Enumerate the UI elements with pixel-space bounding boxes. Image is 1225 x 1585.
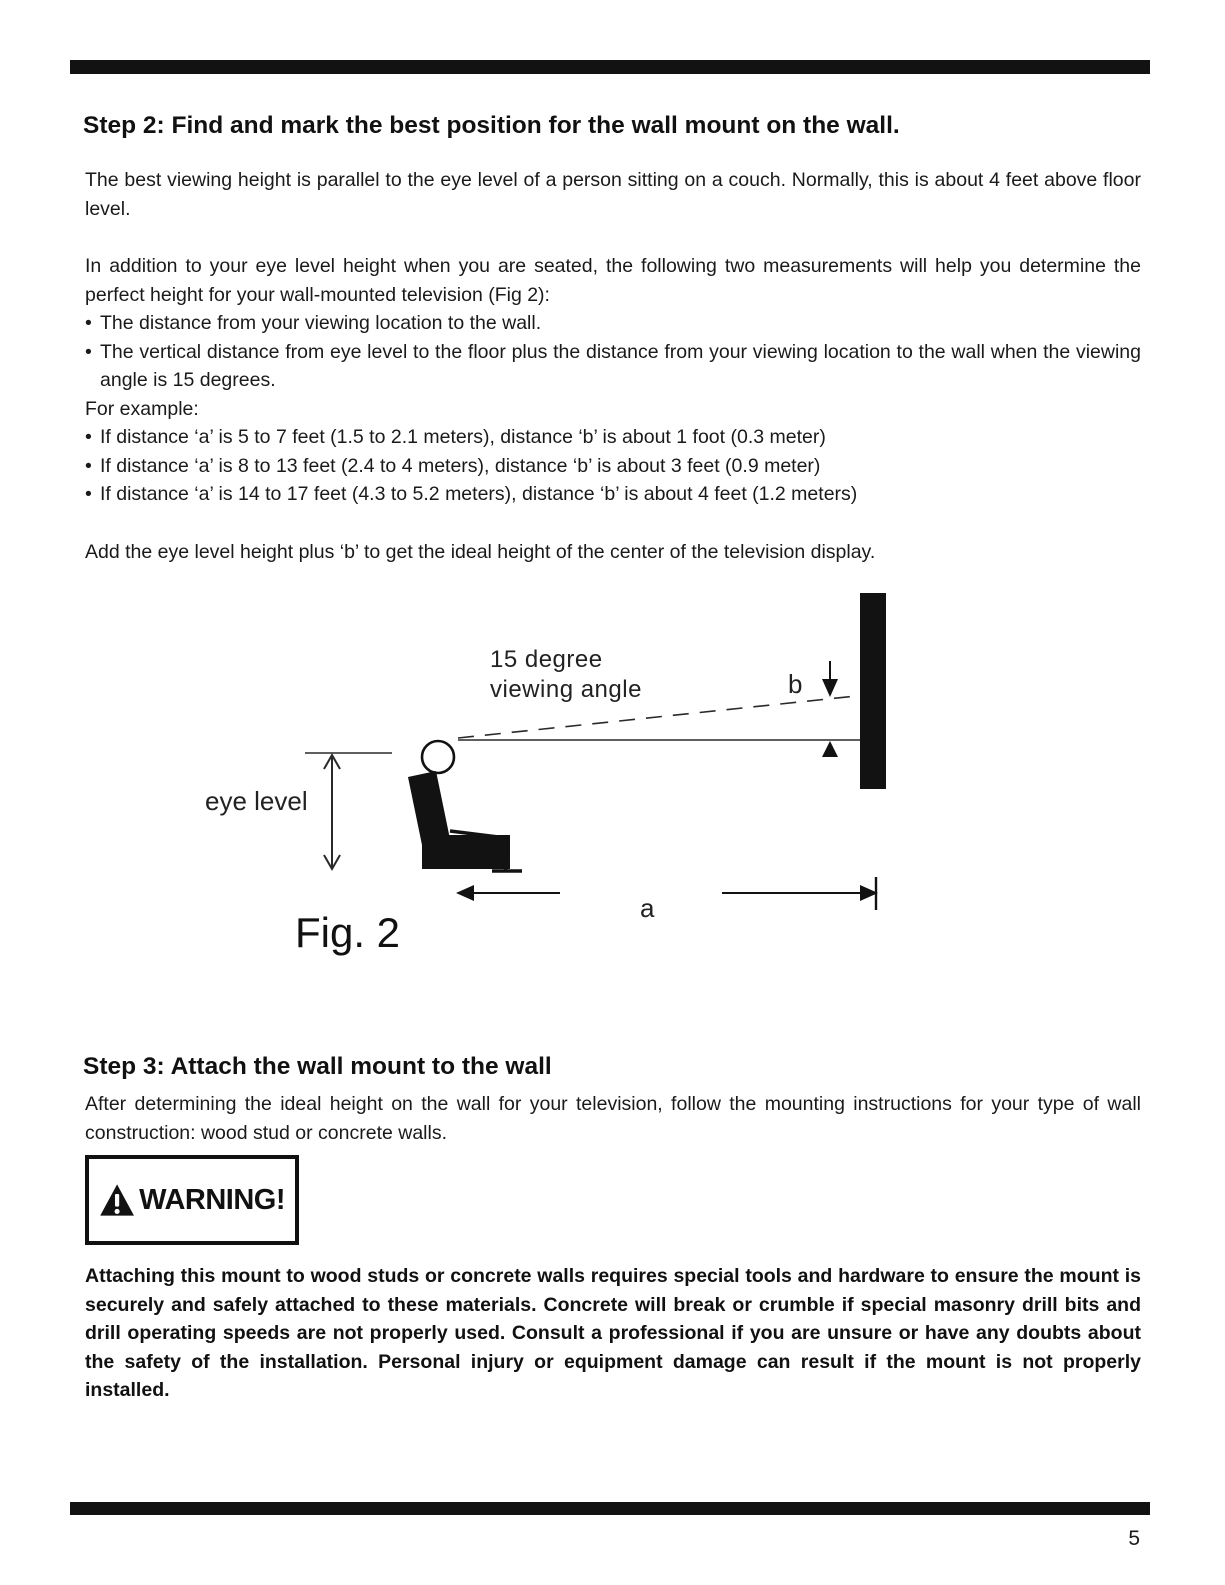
warning-box [85,1155,299,1245]
b-arrow-down-icon [822,679,838,697]
step2-para2: In addition to your eye level height when you are seated, the following two measurements will help you determine the perfect height for your wall-mounted television (Fig 2): [85,255,1141,306]
top-rule [70,60,1150,74]
person-head [422,741,454,773]
figure-2 [70,585,1150,985]
a-label: a [640,893,655,923]
step2-para1: The best viewing height is parallel to the eye level of a person sitting on a couch. Normally, this is about 4 feet above floor level. [85,169,1141,220]
angle-label-line1: 15 degree [490,646,603,673]
a-arrowhead-left-icon [456,885,474,901]
eye-level-label: eye level [205,786,308,816]
bullet-item: • The vertical distance from eye level to the floor plus the distance from your viewing location to the wall when the viewing angle is 15 degrees. [85,338,1141,395]
step2-para3: Add the eye level height plus ‘b’ to get the ideal height of the center of the television display. [85,541,876,563]
example-item: • If distance ‘a’ is 14 to 17 feet (4.3 to 5.2 meters), distance ‘b’ is about 4 feet (1.2 meters) [85,480,1141,509]
warning-text: Attaching this mount to wood studs or concrete walls requires special tools and hardware to ensure the mount is securely and safely attached to these materials. Concrete will break or crumble if special masonry drill bits and drill operating speeds are not properly used. Consult a professional if you are unsure or have any doubts about the safety of the installation. Personal injury or equipment damage can result if the mount is not properly installed. [85,1265,1141,1401]
person-torso [408,771,450,845]
warning-triangle-icon [99,1172,135,1228]
b-arrow-up-icon [822,741,838,757]
step3-heading: Step 3: Attach the wall mount to the wall [83,1053,552,1080]
bullet-item: • The distance from your viewing location to the wall. [85,309,1141,338]
example-item: • If distance ‘a’ is 5 to 7 feet (1.5 to 2.1 meters), distance ‘b’ is about 1 foot (0.3 meter) [85,423,1141,452]
example-item: • If distance ‘a’ is 8 to 13 feet (2.4 to 4 meters), distance ‘b’ is about 3 feet (0.9 meter) [85,452,1141,481]
step2-heading: Step 2: Find and mark the best position for the wall mount on the wall. [83,112,900,139]
step3-para1: After determining the ideal height on the wall for your television, follow the mounting instructions for your type of wall construction: wood stud or concrete walls. [85,1093,1141,1144]
figure-caption: Fig. 2 [295,909,401,956]
wall-bar [860,593,886,789]
step2-measurements-block [85,252,1141,509]
page-number: 5 [1128,1527,1140,1550]
b-label: b [788,669,803,699]
angle-label-line2: viewing angle [490,676,642,703]
for-example-label: For example: [85,397,199,420]
bottom-rule [70,1502,1150,1515]
chair-seat [422,835,510,869]
warning-label: WARNING! [139,1183,285,1216]
